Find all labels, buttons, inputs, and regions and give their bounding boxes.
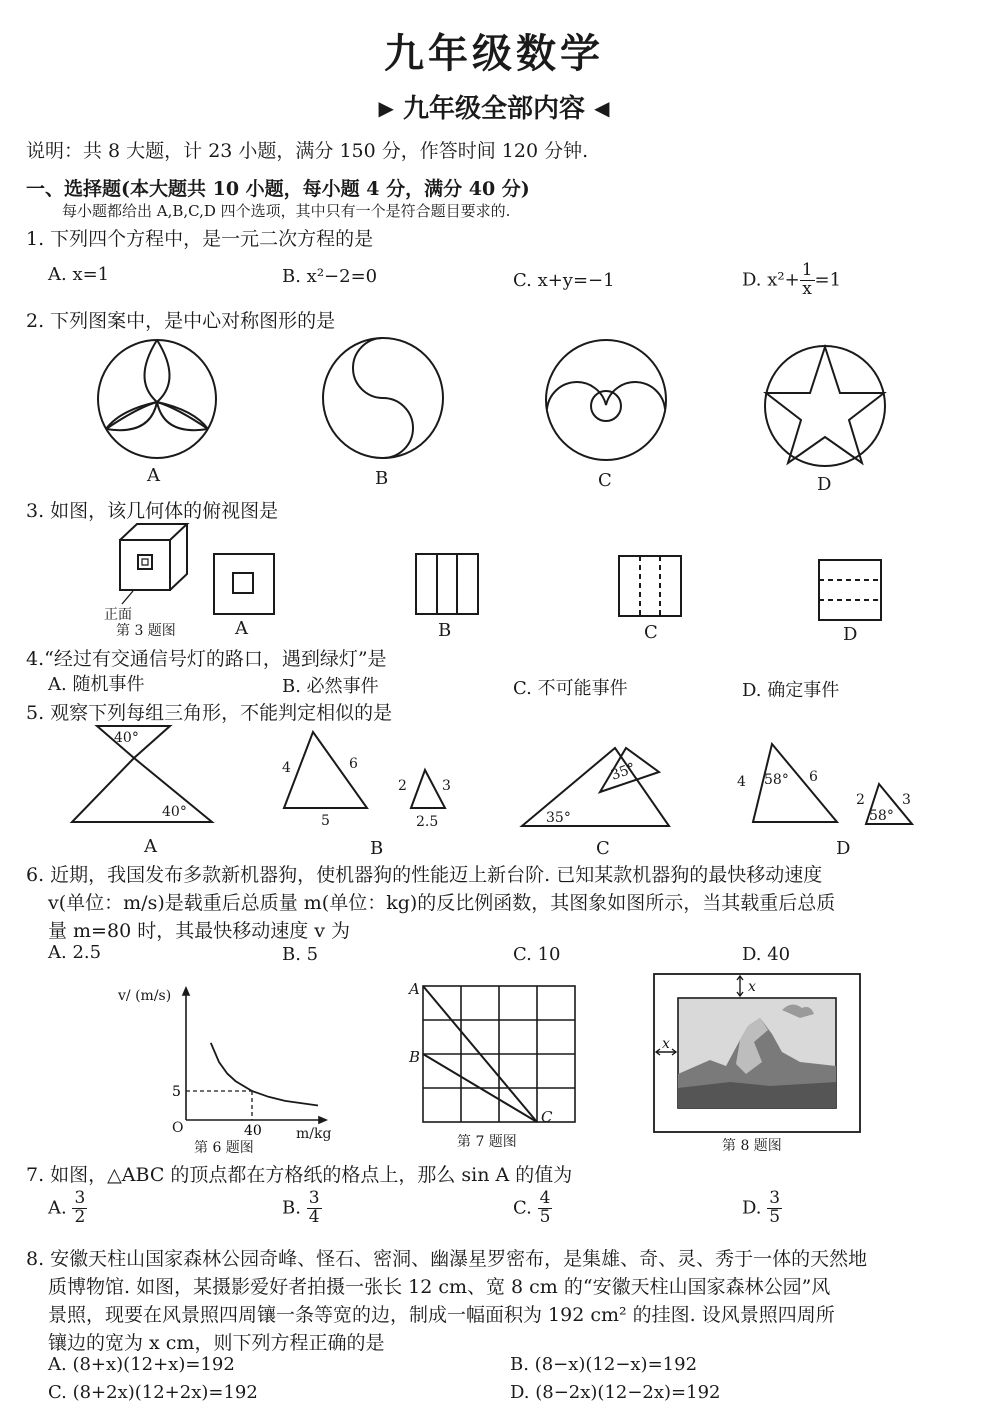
- fig7-vertex-a: A: [409, 980, 420, 998]
- q8-line2: 质博物馆. 如图，某摄影爱好者拍摄一张长 12 cm、宽 8 cm 的“安徽天柱山国家森林公园”风: [48, 1276, 831, 1298]
- q1-option-c[interactable]: C. x+y=−1: [513, 270, 615, 291]
- fig8-caption: 第 8 题图: [722, 1138, 782, 1154]
- page-title: 九年级数学: [384, 30, 604, 77]
- q1-option-b[interactable]: B. x²−2=0: [282, 266, 378, 287]
- q5-a-angle-top: 40°: [114, 730, 139, 746]
- fig7-vertex-b: B: [409, 1048, 421, 1066]
- q3-option-d-figure[interactable]: [819, 560, 881, 620]
- q6-line2: v(单位：m/s)是载重后总质量 m(单位：kg)的反比例函数，其图象如图所示，当其载重后总质: [48, 892, 836, 914]
- q5-c-angle-small: 35°: [608, 760, 638, 784]
- fig8-figure: [650, 970, 870, 1160]
- q5-b-side-right: 6: [349, 756, 358, 772]
- q4-option-d[interactable]: D. 确定事件: [742, 680, 840, 701]
- q6-option-a[interactable]: A. 2.5: [48, 942, 102, 963]
- q3-figures: [0, 520, 988, 630]
- q5-b-small-right: 3: [442, 778, 451, 794]
- q6-option-b[interactable]: B. 5: [282, 944, 319, 965]
- q5-stem: 5. 观察下列每组三角形，不能判定相似的是: [26, 702, 393, 724]
- q5-b-small-left: 2: [398, 778, 407, 794]
- q2-figure-c[interactable]: [546, 340, 666, 460]
- q5-figures: [0, 722, 988, 842]
- q5-figure-b[interactable]: [284, 732, 445, 808]
- q2-label-d[interactable]: D: [817, 474, 832, 495]
- fig6-x-tick-label: 40: [244, 1123, 262, 1139]
- fig6-y-arrow-icon: [183, 988, 189, 995]
- q2-label-b[interactable]: B: [375, 468, 389, 489]
- section1-note: 每小题都给出 A,B,C,D 四个选项，其中只有一个是符合题目要求的.: [62, 202, 511, 220]
- q3-label-d[interactable]: D: [843, 624, 858, 645]
- fig6-caption: 第 6 题图: [194, 1140, 254, 1156]
- q5-label-c[interactable]: C: [596, 838, 610, 859]
- q5-b-small-bottom: 2.5: [416, 814, 439, 830]
- q2-figure-d[interactable]: [765, 346, 885, 466]
- q7-stem: 7. 如图，△ABC 的顶点都在方格纸的格点上，那么 sin A 的值为: [26, 1164, 573, 1186]
- q4-option-b[interactable]: B. 必然事件: [282, 676, 379, 697]
- q5-figure-a[interactable]: [72, 726, 212, 822]
- q5-d-side-left: 4: [737, 774, 746, 790]
- q5-label-d[interactable]: D: [836, 838, 851, 859]
- q3-stem: 3. 如图，该几何体的俯视图是: [26, 500, 279, 522]
- q2-figure-b[interactable]: [323, 338, 443, 458]
- q3-front-label: 正面: [104, 607, 132, 623]
- q2-label-a[interactable]: A: [147, 465, 160, 486]
- q3-label-a[interactable]: A: [235, 618, 248, 639]
- q3-option-a-figure[interactable]: [214, 554, 274, 614]
- q3-option-b-figure[interactable]: [416, 554, 478, 614]
- q8-line1: 8. 安徽天柱山国家森林公园奇峰、怪石、密洞、幽瀑星罗密布，是集雄、奇、灵、秀于一体的天然地: [26, 1248, 868, 1270]
- left-marker-icon: ▶: [378, 96, 394, 120]
- fig6-origin: O: [172, 1120, 184, 1136]
- q8-option-b[interactable]: B. (8−x)(12−x)=192: [510, 1354, 698, 1375]
- fig7-caption: 第 7 题图: [457, 1134, 517, 1150]
- q3-caption: 第 3 题图: [116, 623, 176, 639]
- fig8-top-x: x: [748, 979, 756, 995]
- q2-stem: 2. 下列图案中，是中心对称图形的是: [26, 310, 336, 332]
- q4-stem: 4.“经过有交通信号灯的路口，遇到绿灯”是: [26, 648, 387, 670]
- q5-a-angle-bottom: 40°: [162, 804, 187, 820]
- fig8-side-x: x: [662, 1036, 670, 1052]
- q1-d-suffix: =1: [814, 269, 842, 291]
- right-marker-icon: ◀: [594, 96, 610, 120]
- q5-figure-c[interactable]: [522, 748, 669, 826]
- q5-c-angle-big: 35°: [546, 810, 571, 826]
- q1-stem: 1. 下列四个方程中，是一元二次方程的是: [26, 228, 374, 250]
- q5-d-small-left: 2: [856, 792, 865, 808]
- fig6-ylabel: v/ (m/s): [118, 988, 172, 1004]
- subtitle-text: 九年级全部内容: [402, 94, 585, 124]
- q8-line4: 镶边的宽为 x cm，则下列方程正确的是: [48, 1332, 385, 1354]
- q8-option-d[interactable]: D. (8−2x)(12−2x)=192: [510, 1382, 721, 1403]
- q3-label-c[interactable]: C: [644, 622, 658, 643]
- q1-d-prefix: D. x²+: [742, 269, 800, 291]
- fig6-chart: [112, 980, 342, 1160]
- q2-figure-a[interactable]: [98, 340, 216, 458]
- q3-cube: [120, 524, 187, 604]
- exam-intro: 说明：共 8 大题，计 23 小题，满分 150 分，作答时间 120 分钟.: [26, 140, 589, 162]
- q6-line1: 6. 近期，我国发布多款新机器狗，使机器狗的性能迈上新台阶. 已知某款机器狗的最快移动速度: [26, 864, 823, 886]
- q5-d-side-right: 6: [809, 769, 818, 785]
- q1-option-d[interactable]: [742, 262, 841, 299]
- q6-option-c[interactable]: C. 10: [513, 944, 561, 965]
- section1-title: 一、选择题(本大题共 10 小题，每小题 4 分，满分 40 分): [26, 178, 530, 200]
- q7-option-c[interactable]: C. $\frac{4}{5}$: [513, 1188, 551, 1227]
- q6-option-d[interactable]: D. 40: [742, 944, 791, 965]
- fig6-curve: [211, 1043, 318, 1106]
- q6-line3: 量 m=80 时，其最快移动速度 v 为: [48, 920, 351, 942]
- q7-option-a[interactable]: A. $\frac{3}{2}$: [48, 1188, 86, 1227]
- q3-label-b[interactable]: B: [438, 620, 452, 641]
- page-subtitle: [0, 88, 988, 125]
- q3-option-c-figure[interactable]: [619, 556, 681, 616]
- q4-option-a[interactable]: A. 随机事件: [48, 674, 145, 695]
- q7-option-b[interactable]: B. $\frac{3}{4}$: [282, 1188, 320, 1227]
- fig6-x-arrow-icon: [319, 1117, 326, 1123]
- q1-option-a[interactable]: A. x=1: [48, 264, 110, 285]
- q5-label-b[interactable]: B: [370, 838, 384, 859]
- q1-d-fraction: $\frac{1}{x}$: [801, 260, 813, 299]
- q4-option-c[interactable]: C. 不可能事件: [513, 678, 628, 699]
- q8-line3: 景照，现要在风景照四周镶一条等宽的边，制成一幅面积为 192 cm² 的挂图. 设风景照四周所: [48, 1304, 835, 1326]
- q2-label-c[interactable]: C: [598, 470, 612, 491]
- fig7-grid-figure: [395, 978, 615, 1153]
- q5-d-small-right: 3: [902, 792, 911, 808]
- q8-option-c[interactable]: C. (8+2x)(12+2x)=192: [48, 1382, 258, 1403]
- q5-b-side-bottom: 5: [321, 813, 330, 829]
- q5-b-side-left: 4: [282, 760, 291, 776]
- q7-option-d[interactable]: D. $\frac{3}{5}$: [742, 1188, 781, 1227]
- fig6-y-tick-label: 5: [172, 1084, 181, 1100]
- q5-label-a[interactable]: A: [144, 836, 157, 857]
- q8-option-a[interactable]: A. (8+x)(12+x)=192: [48, 1354, 235, 1375]
- fig7-vertex-c: C: [541, 1108, 553, 1126]
- q5-d-angle-big: 58°: [764, 772, 789, 788]
- fig6-xlabel: m/kg: [296, 1126, 332, 1142]
- q5-d-angle-small: 58°: [869, 808, 894, 824]
